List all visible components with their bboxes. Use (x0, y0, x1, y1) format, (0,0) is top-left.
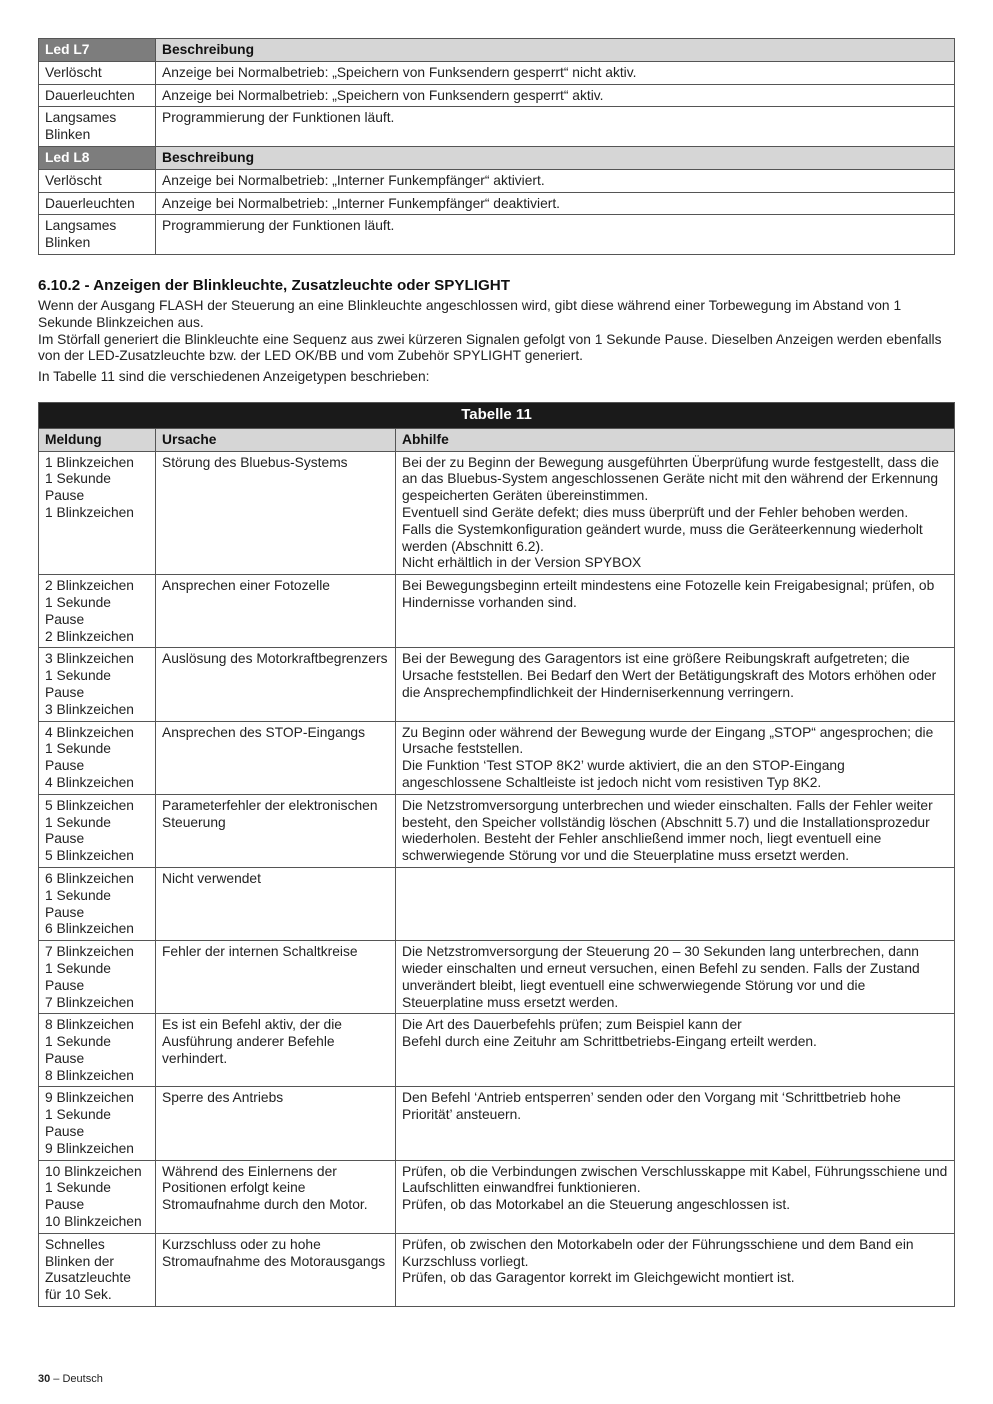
abhilfe-cell (396, 1014, 955, 1087)
meldung-cell (39, 1014, 156, 1087)
footer-separator: – (50, 1373, 63, 1385)
led-state: Langsames Blinken (39, 107, 156, 147)
meldung-line: Pause (45, 977, 85, 993)
meldung-line: 1 Sekunde (45, 1107, 111, 1123)
abhilfe-cell (396, 1087, 955, 1160)
footer-language: Deutsch (62, 1373, 103, 1385)
led-description: Programmierung der Funktionen läuft. (156, 215, 955, 255)
ursache-cell: Es ist ein Befehl aktiv, der die Ausführung anderer Befehle verhindert. (156, 1014, 396, 1087)
meldung-line: 4 Blinkzeichen (45, 724, 134, 740)
meldung-line: 3 Blinkzeichen (45, 651, 134, 667)
abhilfe-cell (396, 451, 955, 575)
table-row (39, 941, 955, 1014)
meldung-line: Pause (45, 1197, 85, 1213)
abhilfe-line: Bei Bewegungsbeginn erteilt mindestens eine Fotozelle kein Freigabesignal; prüfen, ob Hindernisse vorhanden sind. (402, 578, 935, 610)
table-row (39, 84, 955, 107)
meldung-cell (39, 941, 156, 1014)
abhilfe-line: Prüfen, ob die Verbindungen zwischen Verschlusskappe mit Kabel, Führungsschiene und Laufschlitten einwandfrei funktionieren. (402, 1163, 948, 1196)
meldung-line: 1 Blinkzeichen (45, 454, 134, 470)
meldung-line: Pause (45, 1124, 85, 1140)
meldung-cell (39, 1160, 156, 1233)
abhilfe-cell (396, 1233, 955, 1306)
section-heading: 6.10.2 - Anzeigen der Blinkleuchte, Zusatzleuchte oder SPYLIGHT (38, 277, 511, 294)
abhilfe-line: Die Funktion ‘Test STOP 8K2’ wurde aktiviert, die an den STOP-Eingang angeschlossene Schaltleiste ist jedoch nicht vom resistiven Typ 8K2. (402, 758, 845, 790)
meldung-line: 3 Blinkzeichen (45, 701, 134, 717)
ursache-cell: Ansprechen einer Fotozelle (156, 575, 396, 648)
abhilfe-cell (396, 941, 955, 1014)
meldung-line: 1 Sekunde (45, 471, 111, 487)
led-state: Dauerleuchten (39, 192, 156, 215)
meldung-line: 9 Blinkzeichen (45, 1090, 134, 1106)
table-row (39, 648, 955, 721)
led-state: Verlöscht (39, 169, 156, 192)
meldung-line: 8 Blinkzeichen (45, 1017, 134, 1033)
table-row (39, 1014, 955, 1087)
table-row (39, 867, 955, 940)
section-paragraph-2: Im Störfall generiert die Blinkleuchte eine Sequenz aus zwei kürzeren Signalen gefolgt von 1 Sekunde Pause. Dieselben Anzeigen werden ebenfalls von der LED-Zusatzleuchte bzw. der LED OK/BB und vom Zubehör SPYLIGHT generiert. (38, 331, 942, 364)
meldung-line: 6 Blinkzeichen (45, 921, 134, 937)
led-name: Led L8 (39, 146, 156, 169)
table-row (39, 192, 955, 215)
ursache-cell: Auslösung des Motorkraftbegrenzers (156, 648, 396, 721)
col-header-abhilfe: Abhilfe (396, 428, 955, 451)
ursache-cell: Parameterfehler der elektronischen Steuerung (156, 794, 396, 867)
meldung-line: 1 Sekunde (45, 741, 111, 757)
meldung-line: Pause (45, 684, 85, 700)
table-row (39, 169, 955, 192)
meldung-cell (39, 867, 156, 940)
meldung-line: Pause (45, 758, 85, 774)
abhilfe-line: Prüfen, ob das Motorkabel an die Steuerung angeschlossen ist. (402, 1197, 791, 1213)
led-name: Led L7 (39, 39, 156, 62)
ursache-cell: Kurzschluss oder zu hohe Stromaufnahme des Motorausgangs (156, 1233, 396, 1306)
page-footer (38, 1371, 103, 1388)
abhilfe-line: Bei der Bewegung des Garagentors ist eine größere Reibungskraft aufgetreten; die Ursache feststellen. Bei Bedarf den Wert der Betätigungskraft des Motors erhöhen oder die Ansprechempfindlichkeit der Hinderniserkennung verringern. (402, 651, 937, 700)
abhilfe-cell (396, 1160, 955, 1233)
led-description: Anzeige bei Normalbetrieb: „Interner Funkempfänger“ aktiviert. (156, 169, 955, 192)
led-desc-header: Beschreibung (156, 146, 955, 169)
meldung-line: 7 Blinkzeichen (45, 944, 134, 960)
led-description: Anzeige bei Normalbetrieb: „Speichern von Funksendern gesperrt“ nicht aktiv. (156, 61, 955, 84)
abhilfe-line: Prüfen, ob das Garagentor korrekt im Gleichgewicht montiert ist. (402, 1270, 795, 1286)
abhilfe-line: Die Netzstromversorgung der Steuerung 20 – 30 Sekunden lang unterbrechen, dann wieder einschalten und erneut versuchen, einen Befehl zu senden. Falls der Zustand unverändert bleibt, liegt eventuell eine schwerwiegende Störung vor und die Steuerplatine muss ersetzt werden. (402, 944, 920, 1010)
abhilfe-line: Bei der zu Beginn der Bewegung ausgeführten Überprüfung wurde festgestellt, dass die an das Bluebus-System angeschlossenen Geräte nicht mit den während der Erkennung gespeicherten Geräten übereinstimmen. (402, 454, 939, 504)
table-row (39, 1087, 955, 1160)
abhilfe-cell (396, 721, 955, 794)
meldung-line: 1 Sekunde (45, 814, 111, 830)
meldung-cell (39, 721, 156, 794)
section-paragraph-1: Wenn der Ausgang FLASH der Steuerung an eine Blinkleuchte angeschlossen wird, gibt diese während einer Torbewegung im Abstand von 1 Sekunde Blinkzeichen aus. (38, 298, 902, 330)
meldung-line: 8 Blinkzeichen (45, 1067, 134, 1083)
page-number: 30 (38, 1373, 51, 1385)
col-header-ursache: Ursache (156, 428, 396, 451)
table-row (39, 107, 955, 147)
meldung-line: 1 Sekunde (45, 668, 111, 684)
abhilfe-cell (396, 794, 955, 867)
meldung-line: 1 Sekunde (45, 887, 111, 903)
table-row (39, 215, 955, 255)
meldung-cell (39, 648, 156, 721)
ursache-cell: Ansprechen des STOP-Eingangs (156, 721, 396, 794)
ursache-cell: Sperre des Antriebs (156, 1087, 396, 1160)
section-6-10-2 (38, 277, 955, 386)
meldung-line: Pause (45, 611, 85, 627)
led-state: Langsames Blinken (39, 215, 156, 255)
meldung-line: 1 Sekunde (45, 594, 111, 610)
meldung-cell (39, 794, 156, 867)
ursache-cell: Störung des Bluebus-Systems (156, 451, 396, 575)
table-row (39, 1160, 955, 1233)
meldung-cell (39, 451, 156, 575)
led-description: Anzeige bei Normalbetrieb: „Interner Funkempfänger“ deaktiviert. (156, 192, 955, 215)
meldung-line: 2 Blinkzeichen (45, 578, 134, 594)
table-11 (38, 402, 955, 1307)
meldung-cell (39, 575, 156, 648)
abhilfe-line: Die Netzstromversorgung unterbrechen und wieder einschalten. Falls der Fehler weiter besteht, den Speicher vollständig löschen (Abschnitt 5.7) und die Installationsprozedur wiederholen. Besteht der Fehler anschließend immer noch, liegt eventuell eine schwerwiegende Störung vor und die Steuerplatine muss ersetzt werden. (402, 797, 933, 864)
abhilfe-line: Zu Beginn oder während der Bewegung wurde der Eingang „STOP“ angesprochen; die Ursache feststellen. (402, 724, 934, 757)
meldung-line: Pause (45, 904, 85, 920)
meldung-line: 4 Blinkzeichen (45, 774, 134, 790)
meldung-line: 5 Blinkzeichen (45, 797, 134, 813)
table-row (39, 575, 955, 648)
col-header-meldung: Meldung (39, 428, 156, 451)
led-description: Programmierung der Funktionen läuft. (156, 107, 955, 147)
abhilfe-line: Nicht erhältlich in der Version SPYBOX (402, 555, 642, 571)
led-desc-header: Beschreibung (156, 39, 955, 62)
abhilfe-line: Prüfen, ob zwischen den Motorkabeln oder der Führungsschiene und dem Band ein Kurzschluss vorliegt. (402, 1236, 914, 1269)
abhilfe-cell (396, 867, 955, 940)
meldung-line: 10 Blinkzeichen (45, 1163, 142, 1179)
meldung-cell (39, 1233, 156, 1306)
led-state: Verlöscht (39, 61, 156, 84)
table-row (39, 451, 955, 575)
meldung-line: 10 Blinkzeichen (45, 1214, 142, 1230)
meldung-line: 7 Blinkzeichen (45, 994, 134, 1010)
table-row (39, 794, 955, 867)
led-header-row (39, 146, 955, 169)
section-paragraph-3: In Tabelle 11 sind die verschiedenen Anzeigetypen beschrieben: (38, 369, 430, 385)
abhilfe-cell (396, 575, 955, 648)
meldung-line: 1 Sekunde (45, 1034, 111, 1050)
abhilfe-cell (396, 648, 955, 721)
ursache-cell: Während des Einlernens der Positionen erfolgt keine Stromaufnahme durch den Motor. (156, 1160, 396, 1233)
led-table (38, 38, 955, 255)
meldung-line: 2 Blinkzeichen (45, 628, 134, 644)
table-row (39, 61, 955, 84)
meldung-line: 6 Blinkzeichen (45, 870, 134, 886)
abhilfe-line: Falls die Systemkonfiguration geändert wurde, muss die Geräteerkennung wiederholt werden (Abschnitt 6.2). (402, 521, 923, 554)
abhilfe-line: Die Art des Dauerbefehls prüfen; zum Beispiel kann der (402, 1017, 742, 1033)
meldung-line: Pause (45, 488, 85, 504)
meldung-line: Pause (45, 1050, 85, 1066)
meldung-line: 1 Blinkzeichen (45, 504, 134, 520)
table-row (39, 721, 955, 794)
meldung-line: 1 Sekunde (45, 960, 111, 976)
meldung-line: 5 Blinkzeichen (45, 848, 134, 864)
abhilfe-line: Befehl durch eine Zeituhr am Schrittbetriebs-Eingang erteilt werden. (402, 1034, 817, 1050)
ursache-cell: Nicht verwendet (156, 867, 396, 940)
abhilfe-line: Eventuell sind Geräte defekt; dies muss überprüft und der Fehler behoben werden. (402, 504, 909, 520)
meldung-line: 1 Sekunde (45, 1180, 111, 1196)
meldung-line: Schnelles Blinken der Zusatzleuchte für 10 Sek. (45, 1236, 131, 1303)
ursache-cell: Fehler der internen Schaltkreise (156, 941, 396, 1014)
meldung-line: 9 Blinkzeichen (45, 1140, 134, 1156)
abhilfe-line: Den Befehl ‘Antrieb entsperren’ senden oder den Vorgang mit ‘Schrittbetrieb hohe Priorität’ ansteuern. (402, 1090, 901, 1123)
table-row (39, 1233, 955, 1306)
meldung-cell (39, 1087, 156, 1160)
led-description: Anzeige bei Normalbetrieb: „Speichern von Funksendern gesperrt“ aktiv. (156, 84, 955, 107)
table-11-title: Tabelle 11 (39, 403, 955, 429)
led-state: Dauerleuchten (39, 84, 156, 107)
meldung-line: Pause (45, 831, 85, 847)
led-header-row (39, 39, 955, 62)
